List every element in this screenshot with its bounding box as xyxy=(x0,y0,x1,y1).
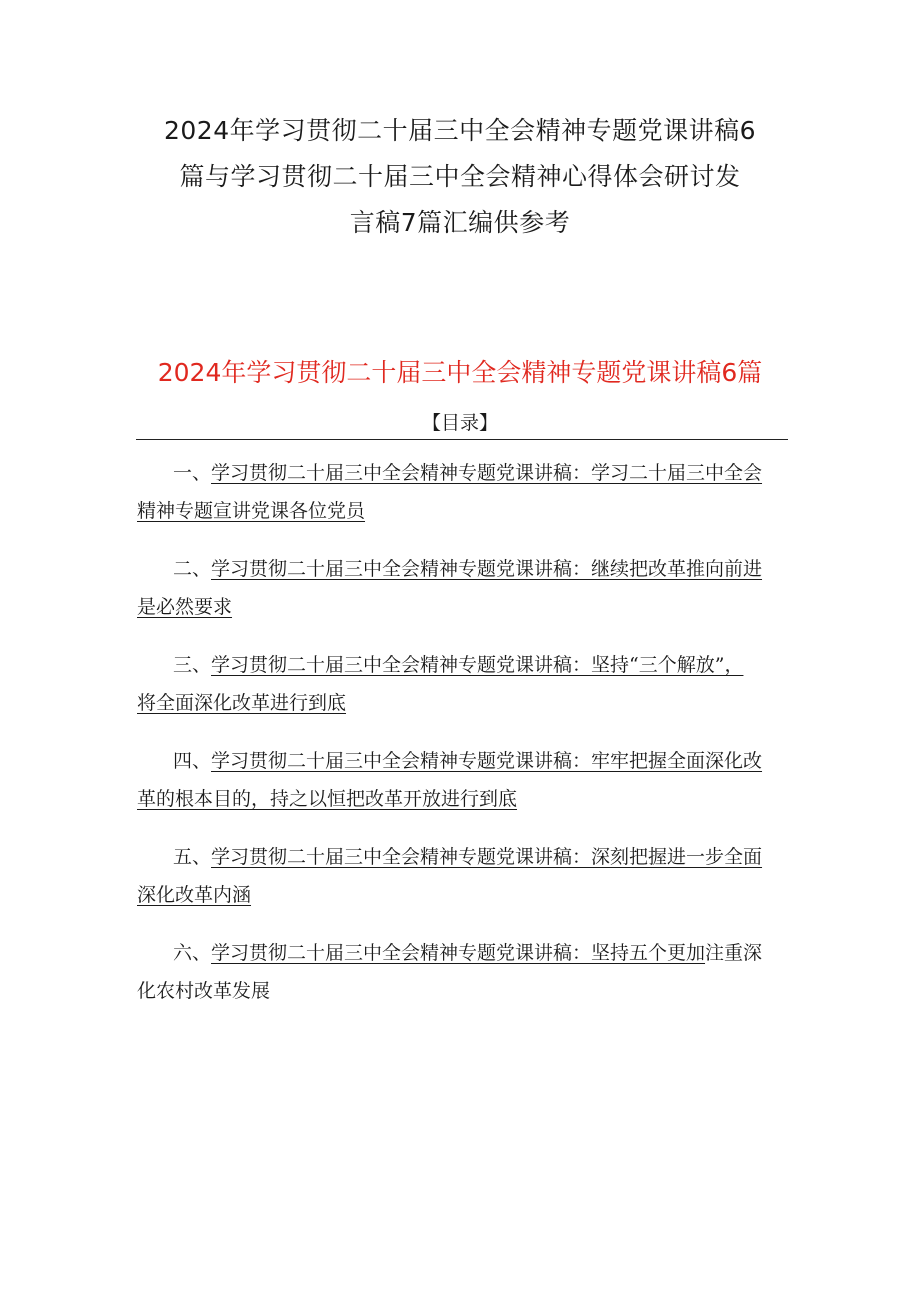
toc-item-link-continued[interactable]: 革的根本目的，持之以恒把改革开放进行到底 xyxy=(137,788,518,810)
toc-item-number: 一、 xyxy=(173,462,212,484)
toc-item-link-continued[interactable]: 是必然要求 xyxy=(137,596,233,618)
toc-item-2[interactable] xyxy=(137,550,789,646)
document-title xyxy=(130,108,790,246)
toc-item-number: 四、 xyxy=(173,750,212,772)
toc-item-3[interactable] xyxy=(137,646,789,742)
toc-item-5[interactable] xyxy=(137,838,789,934)
toc-item-link[interactable]: 学习贯彻二十届三中全会精神专题党课讲稿：学习二十届三中全会 xyxy=(211,462,763,484)
toc-item-link[interactable]: 学习贯彻二十届三中全会精神专题党课讲稿：牢牢把握全面深化改 xyxy=(211,750,763,772)
toc-item-number: 六、 xyxy=(173,942,212,964)
toc-item-link[interactable]: 学习贯彻二十届三中全会精神专题党课讲稿：坚持五个更加 xyxy=(211,942,706,964)
toc-list xyxy=(137,454,789,1030)
toc-item-6[interactable] xyxy=(137,934,789,1030)
toc-item-text: 注重深 xyxy=(705,942,763,964)
title-line-3: 言稿7篇汇编供参考 xyxy=(349,208,571,237)
toc-item-link-continued[interactable]: 精神专题宣讲党课各位党员 xyxy=(137,500,366,522)
toc-item-link-continued[interactable]: 将全面深化改革进行到底 xyxy=(137,692,347,714)
toc-item-link[interactable]: 学习贯彻二十届三中全会精神专题党课讲稿：继续把改革推向前进 xyxy=(211,558,763,580)
toc-item-number: 三、 xyxy=(173,654,212,676)
title-line-1: 2024年学习贯彻二十届三中全会精神专题党课讲稿6 xyxy=(163,116,757,145)
toc-item-link[interactable]: 学习贯彻二十届三中全会精神专题党课讲稿：深刻把握进一步全面 xyxy=(211,846,763,868)
toc-label: 【目录】 xyxy=(421,412,498,434)
toc-item-text: 化农村改革发展 xyxy=(137,980,271,1002)
toc-item-1[interactable] xyxy=(137,454,789,550)
section-title: 2024年学习贯彻二十届三中全会精神专题党课讲稿6篇 xyxy=(157,358,763,387)
toc-divider xyxy=(136,439,788,440)
toc-item-4[interactable] xyxy=(137,742,789,838)
toc-item-number: 五、 xyxy=(173,846,212,868)
toc-item-number: 二、 xyxy=(173,558,212,580)
title-line-2: 篇与学习贯彻二十届三中全会精神心得体会研讨发 xyxy=(179,162,741,191)
toc-item-link[interactable]: 学习贯彻二十届三中全会精神专题党课讲稿：坚持“三个解放”， xyxy=(211,654,744,676)
toc-item-link-continued[interactable]: 深化改革内涵 xyxy=(137,884,252,906)
